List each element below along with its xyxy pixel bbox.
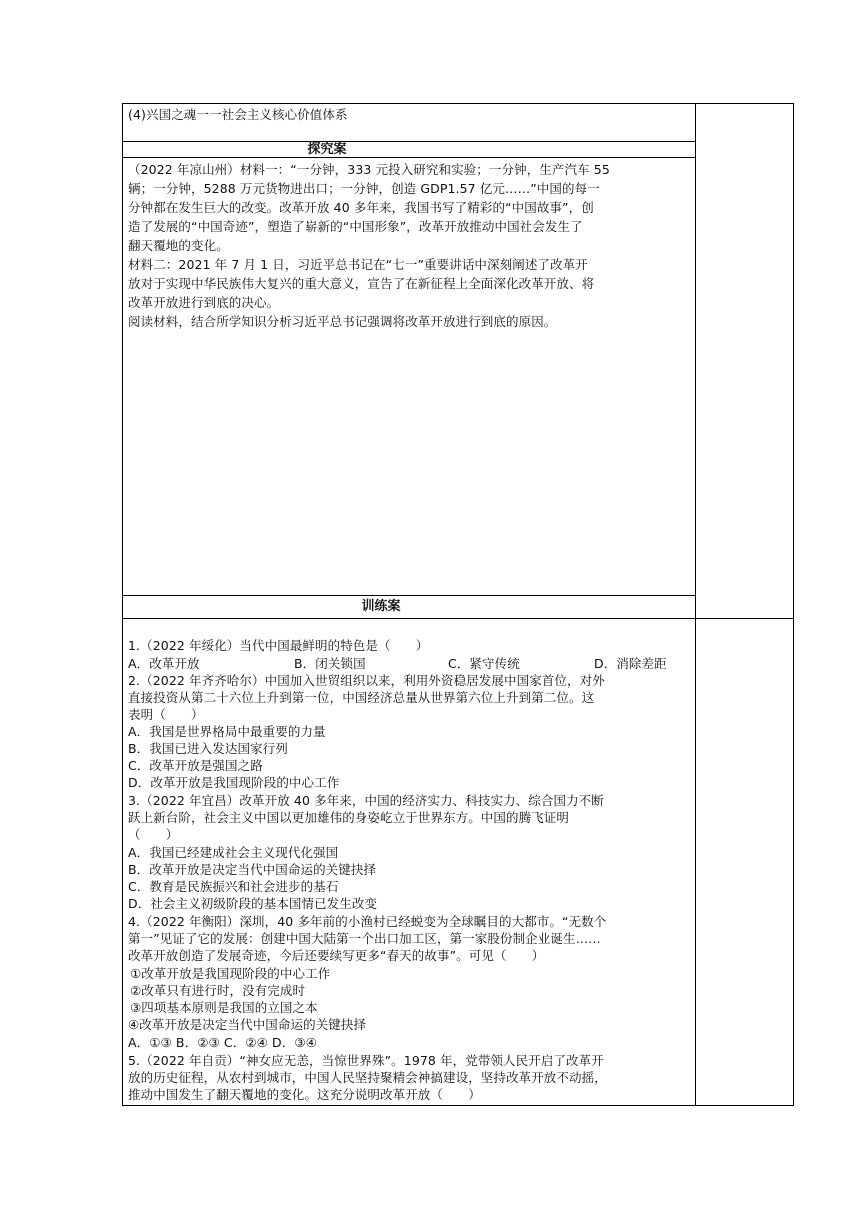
question-stem: 跃上新台阶，社会主义中国以更加雄伟的身姿屹立于世界东方。中国的腾飞证明 (128, 810, 570, 825)
question-stem: 改革开放创造了发展奇迹，今后还要续写更多“春天的故事”。可见（ ） (128, 948, 545, 963)
explore-line: 材料二：2021 年 7 月 1 日，习近平总书记在“七一”重要讲话中深刻阐述了改革开 (128, 257, 588, 272)
statement-1: ①改革开放是我国现阶段的中心工作 (130, 966, 331, 981)
question-stem: 放的历史征程，从农村到城市，中国人民坚持聚精会神搞建设，坚持改革开放不动摇， (128, 1070, 607, 1085)
explore-line: 造了发展的“中国奇迹”，塑造了崭新的“中国形象”，改革开放推动中国社会发生了 (128, 219, 583, 234)
option-d: D．社会主义初级阶段的基本国情已发生改变 (128, 896, 378, 911)
option-d: D．改革开放是我国现阶段的中心工作 (128, 775, 340, 790)
option-b: B．闭关锁国 (294, 656, 366, 671)
question-stem: 2.（2022 年齐齐哈尔）中国加入世贸组织以来，利用外资稳居发展中国家首位，对外 (128, 673, 605, 688)
statement-3: ③四项基本原则是我国的立国之本 (130, 1000, 318, 1015)
explore-line: 分钟都在发生巨大的改变。改革开放 40 多年来，我国书写了精彩的“中国故事”，创 (128, 200, 594, 215)
question-stem: 3.（2022 年宜昌）改革开放 40 多年来，中国的经济实力、科技实力、综合国力不断 (128, 793, 604, 808)
question-stem: 1.（2022 年绥化）当代中国最鲜明的特色是（ ） (128, 638, 429, 653)
explore-line: 改革开放进行到底的决心。 (128, 295, 280, 310)
option-b: B．我国已进入发达国家行列 (128, 741, 288, 756)
option-c: C．教育是民族振兴和社会进步的基石 (128, 879, 339, 894)
table-top-border (122, 103, 794, 104)
explore-line: （2022 年凉山州）材料一：“一分钟，333 元投入研究和实验；一分钟，生产汽车 55 (128, 162, 610, 177)
table-right-border (793, 103, 794, 1106)
answer-options: A．①③ B．②③ C．②④ D．③④ (128, 1035, 317, 1050)
option-b: B．改革开放是决定当代中国命运的关键抉择 (128, 862, 377, 877)
question-stem: 第一”见证了它的发展：创建中国大陆第一个出口加工区，第一家股份制企业诞生…… (128, 931, 601, 946)
section4-title: (4)兴国之魂一一社会主义核心价值体系 (128, 107, 348, 122)
table-bottom-border (122, 1105, 794, 1106)
explore-line: 翻天覆地的变化。 (128, 238, 229, 253)
explore-line: 辆；一分钟，5288 万元货物进出口；一分钟，创造 GDP1.57 亿元……”中国的每一 (128, 181, 600, 196)
row-divider-explore-body (122, 595, 696, 596)
question-stem: 4.（2022 年衡阳）深圳，40 多年前的小渔村已经蜕变为全球瞩目的大都市。“无数个 (128, 914, 607, 929)
training-header: 训练案 (361, 599, 401, 614)
explore-line: 放对于实现中华民族伟大复兴的重大意义，宣告了在新征程上全面深化改革开放、将 (128, 276, 595, 291)
option-a: A．改革开放 (128, 656, 200, 671)
option-d: D．消除差距 (594, 656, 667, 671)
row-divider-training-header (122, 618, 794, 619)
explore-header: 探究案 (307, 142, 347, 157)
statement-2: ②改革只有进行时，没有完成时 (130, 983, 306, 998)
question-stem: 5.（2022 年自贡）“神女应无恙，当惊世界殊”。1978 年，党带领人民开启了改革开 (128, 1053, 604, 1068)
table-inner-column-divider (695, 103, 696, 1106)
statement-4: ④改革开放是决定当代中国命运的关键抉择 (128, 1017, 367, 1032)
option-c: C．改革开放是强国之路 (128, 758, 263, 773)
option-c: C．紧守传统 (448, 656, 520, 671)
question-stem: 表明（ ） (128, 707, 204, 722)
explore-line: 阅读材料，结合所学知识分析习近平总书记强调将改革开放进行到底的原因。 (128, 314, 557, 329)
question-stem: （ ） (128, 827, 179, 842)
option-a: A．我国已经建成社会主义现代化强国 (128, 845, 339, 860)
question-stem: 推动中国发生了翻天覆地的变化。这充分说明改革开放（ ） (128, 1087, 481, 1102)
option-a: A．我国是世界格局中最重要的力量 (128, 724, 326, 739)
question-stem: 直接投资从第二十六位上升到第一位，中国经济总量从世界第六位上升到第二位。这 (128, 690, 595, 705)
